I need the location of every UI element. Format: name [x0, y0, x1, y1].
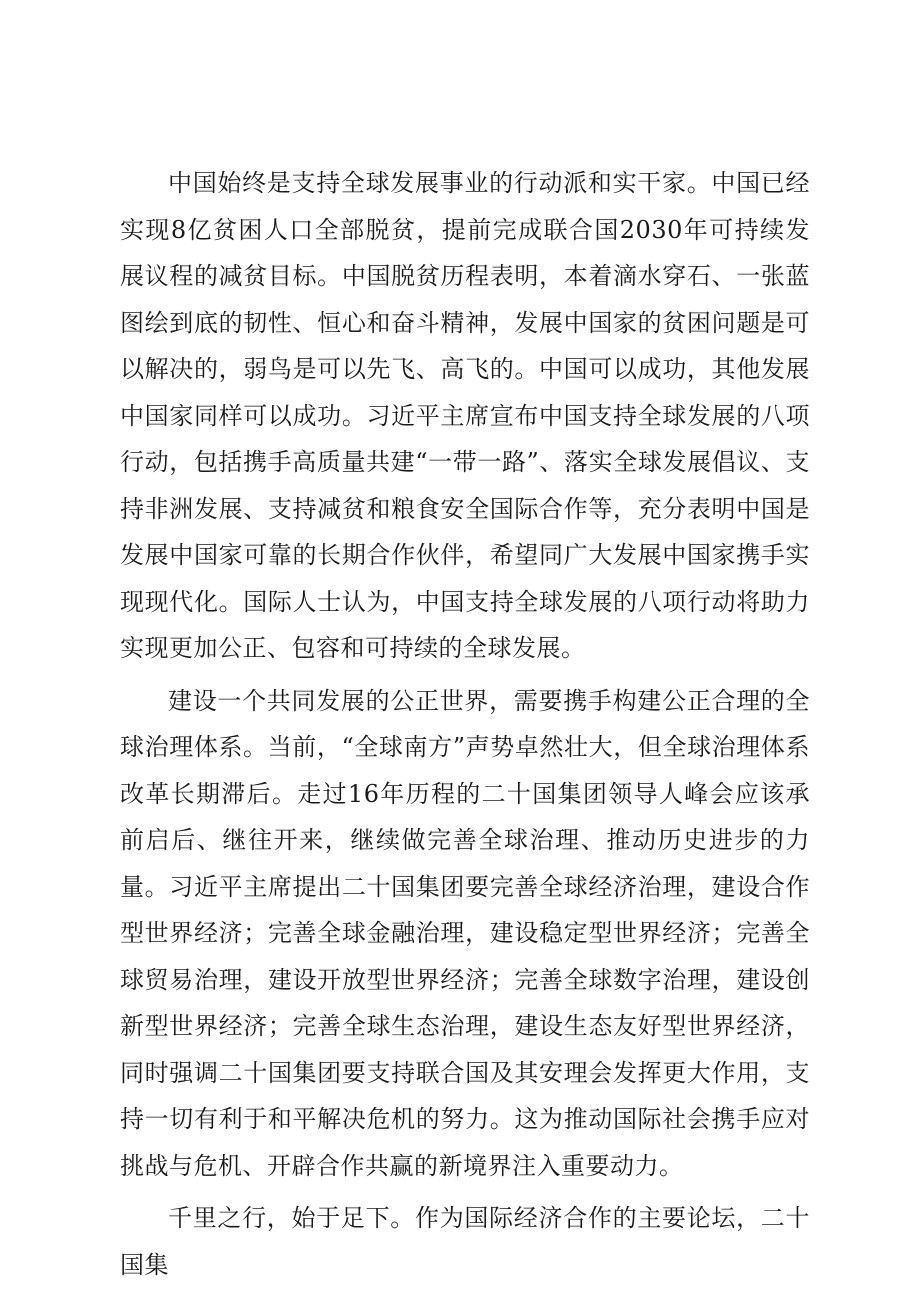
- paragraph-global-governance: 建设一个共同发展的公正世界，需要携手构建公正合理的全球治理体系。当前，“全球南方”声势卓然壮大，但全球治理体系改革长期滞后。走过16年历程的二十国集团领导人峰会应该承前启后、继往开来，继续做完善全球治理、推动历史进步的力量。习近平主席提出二十国集团要完善全球经济治理，建设合作型世界经济；完善全球金融治理，建设稳定型世界经济；完善全球贸易治理，建设开放型世界经济；完善全球数字治理，建设创新型世界经济；完善全球生态治理，建设生态友好型世界经济，同时强调二十国集团要支持联合国及其安理会发挥更大作用，支持一切有利于和平解决危机的努力。这为推动国际社会携手应对挑战与危机、开辟合作共赢的新境界注入重要动力。: [120, 686, 810, 1180]
- paragraph-global-development-actions: 中国始终是支持全球发展事业的行动派和实干家。中国已经实现8亿贫困人口全部脱贫，提前完成联合国2030年可持续发展议程的减贫目标。中国脱贫历程表明，本着滴水穿石、一张蓝图绘到底的韧性、恒心和奋斗精神，发展中国家的贫困问题是可以解决的，弱鸟是可以先飞、高飞的。中国可以成功，其他发展中国家同样可以成功。习近平主席宣布中国支持全球发展的八项行动，包括携手高质量共建“一带一路”、落实全球发展倡议、支持非洲发展、支持减贫和粮食安全国际合作等，充分表明中国是发展中国家可靠的长期合作伙伴，希望同广大发展中国家携手实现现代化。国际人士认为，中国支持全球发展的八项行动将助力实现更加公正、包容和可持续的全球发展。: [120, 169, 810, 662]
- article-body: [120, 160, 810, 1294]
- paragraph-journey-begins: 千里之行，始于足下。作为国际经济合作的主要论坛，二十国集: [120, 1204, 810, 1279]
